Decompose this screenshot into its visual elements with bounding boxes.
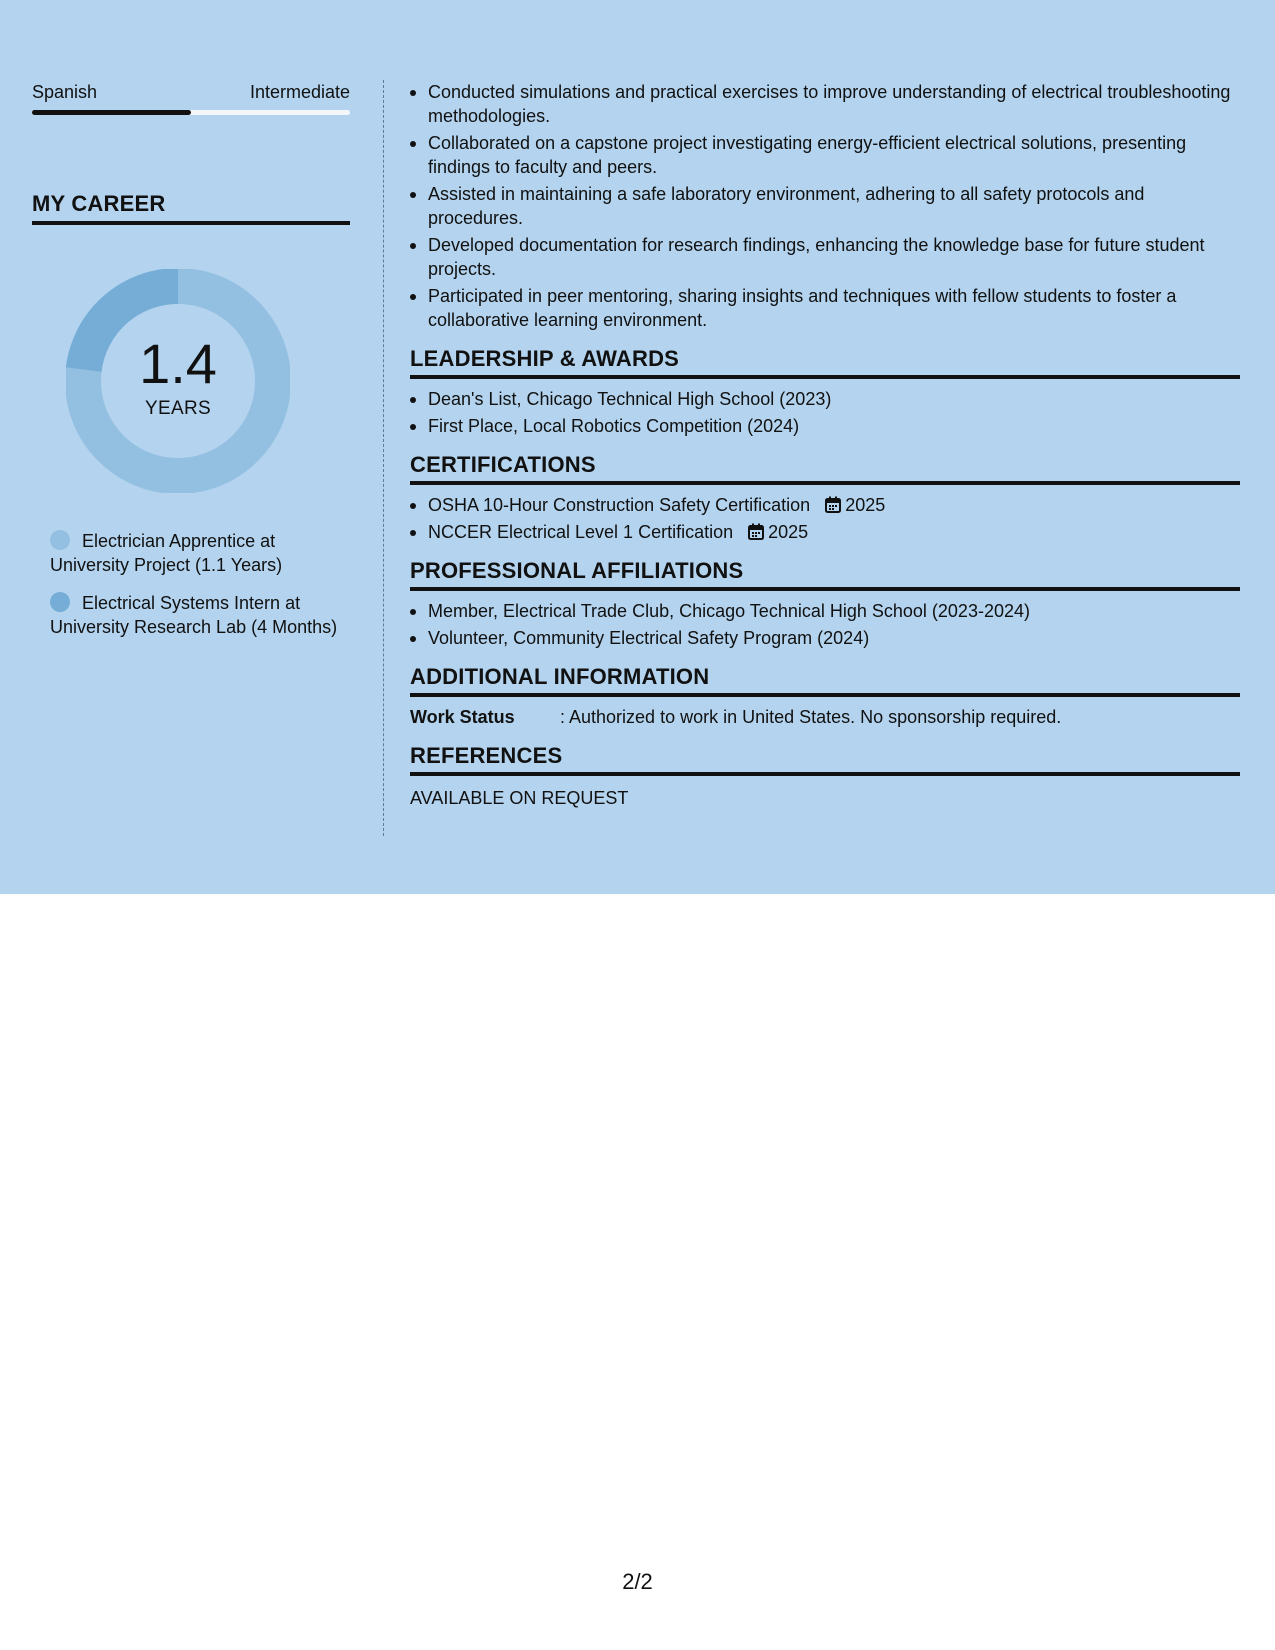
language-proficiency-bar (32, 110, 350, 115)
career-legend (32, 529, 350, 639)
main-content (410, 80, 1240, 810)
work-status-value: : Authorized to work in United States. No sponsorship required. (560, 707, 1062, 727)
certification-name: OSHA 10-Hour Construction Safety Certification (428, 495, 811, 515)
leadership-section (410, 346, 1240, 438)
legend-item (50, 529, 350, 577)
legend-item (50, 591, 350, 639)
career-total-unit: YEARS (145, 398, 211, 419)
list-item: Dean's List, Chicago Technical High School (2023) (410, 387, 1240, 411)
career-donut-chart (66, 269, 290, 493)
legend-label: Electrician Apprentice at University Project (1.1 Years) (50, 531, 283, 575)
column-divider (383, 80, 384, 836)
list-item: Collaborated on a capstone project investigating energy-efficient electrical solutions, presenting findings to faculty and peers. (410, 131, 1240, 179)
language-proficiency-fill (32, 110, 191, 115)
references-section (410, 743, 1240, 810)
section-title: PROFESSIONAL AFFILIATIONS (410, 558, 1240, 591)
list-item: Conducted simulations and practical exercises to improve understanding of electrical troubleshooting methodologies. (410, 80, 1240, 128)
additional-info-section (410, 664, 1240, 729)
sidebar (32, 80, 350, 653)
section-title: CERTIFICATIONS (410, 452, 1240, 485)
certification-name: NCCER Electrical Level 1 Certification (428, 522, 734, 542)
experience-bullets (410, 80, 1240, 332)
work-status-row (410, 705, 1240, 729)
list-item (410, 493, 1240, 517)
language-entry (32, 80, 350, 115)
legend-dot (50, 592, 70, 612)
certification-year: 2025 (845, 495, 886, 515)
career-total-number: 1.4 (139, 332, 217, 395)
section-title: REFERENCES (410, 743, 1240, 776)
legend-label: Electrical Systems Intern at University Research Lab (4 Months) (50, 593, 338, 637)
career-heading: MY CAREER (32, 191, 350, 225)
list-item: Volunteer, Community Electrical Safety Program (2024) (410, 626, 1240, 650)
list-item (410, 520, 1240, 544)
work-status-label: Work Status (410, 707, 515, 727)
language-level: Intermediate (249, 82, 350, 102)
legend-dot (50, 530, 70, 550)
list-item: Member, Electrical Trade Club, Chicago Technical High School (2023-2024) (410, 599, 1240, 623)
section-title: LEADERSHIP & AWARDS (410, 346, 1240, 379)
list-item: Developed documentation for research findings, enhancing the knowledge base for future student projects. (410, 233, 1240, 281)
language-name: Spanish (32, 82, 98, 102)
references-text: AVAILABLE ON REQUEST (410, 788, 629, 808)
calendar-icon (748, 523, 764, 540)
certifications-section (410, 452, 1240, 544)
list-item: Assisted in maintaining a safe laboratory environment, adhering to all safety protocols and procedures. (410, 182, 1240, 230)
section-title: ADDITIONAL INFORMATION (410, 664, 1240, 697)
calendar-icon (825, 496, 841, 513)
list-item: Participated in peer mentoring, sharing insights and techniques with fellow students to foster a collaborative learning environment. (410, 284, 1240, 332)
list-item: First Place, Local Robotics Competition (2024) (410, 414, 1240, 438)
page-number: 2/2 (622, 1569, 653, 1594)
affiliations-section (410, 558, 1240, 650)
certification-year: 2025 (768, 522, 809, 542)
